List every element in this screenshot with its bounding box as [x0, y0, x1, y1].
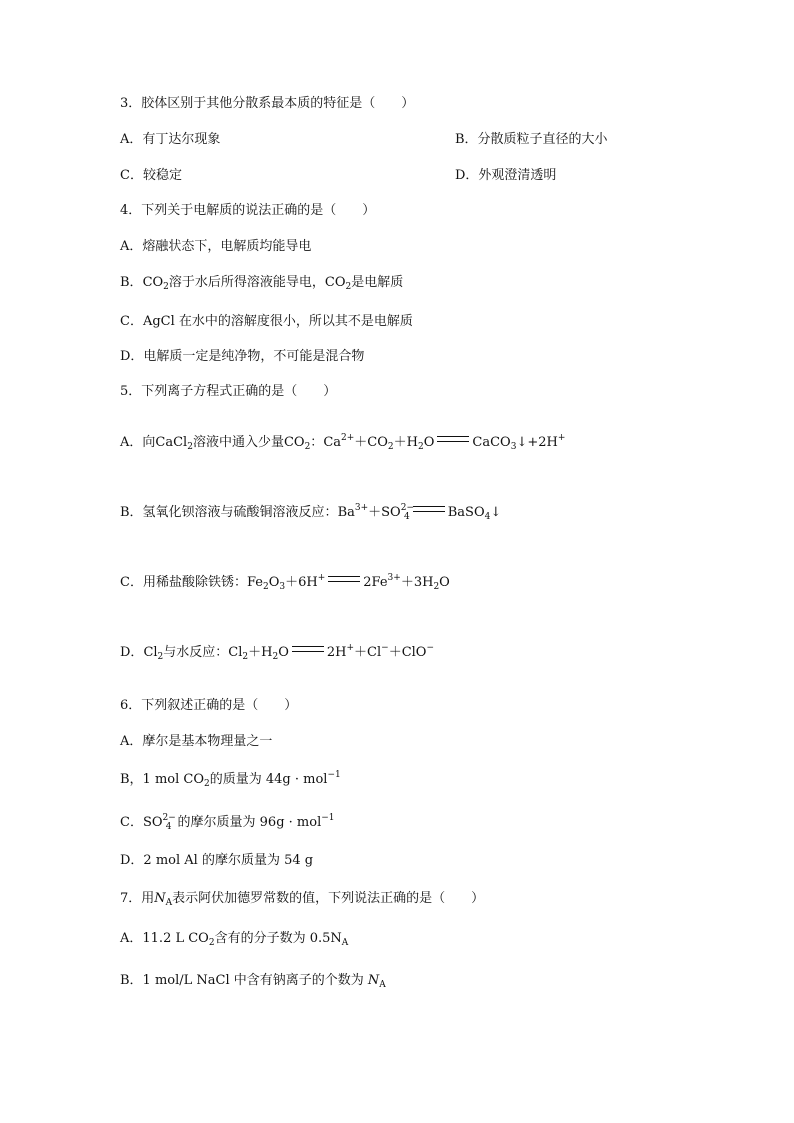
q4-option-d: D．电解质一定是纯净物，不可能是混合物 — [120, 349, 365, 364]
q4-stem: 4．下列关于电解质的说法正确的是（ ） — [120, 203, 376, 218]
q6-option-d: D．2 mol Al 的摩尔质量为 54 g — [120, 853, 314, 868]
q7-option-a: A．11.2 L $CO_2$含有的分子数为 $0.5N_A$ — [120, 931, 349, 948]
q3-option-a: A．有丁达尔现象 — [120, 132, 221, 147]
equals-sign-icon — [292, 646, 324, 652]
q5-option-c: C．用稀盐酸除铁锈：$Fe_2O_3+6H^+$ $2Fe^{3+}+3H_2O$ — [120, 573, 450, 592]
q5-stem: 5．下列离子方程式正确的是（ ） — [120, 384, 337, 399]
q3-option-d: D．外观澄清透明 — [455, 168, 557, 183]
q5-option-d: D．$Cl_2$与水反应：$Cl_2+H_2O$ 2H+＋Cl−＋ClO− — [120, 643, 435, 662]
q5-option-a: A．向CaCl$_2$溶液中通入少量$CO_2$：$Ca^{2+}+CO_2+H_2O$ CaCO$_3$↓+2H+ — [120, 433, 566, 452]
equals-sign-icon — [413, 506, 445, 512]
q3-option-c: C．较稳定 — [120, 168, 182, 183]
q7-stem: 7．用$N_A$表示阿伏加德罗常数的值，下列说法正确的是（ ） — [120, 891, 485, 908]
q4-option-a: A．熔融状态下，电解质均能导电 — [120, 239, 312, 254]
equals-sign-icon — [437, 436, 469, 442]
q6-stem: 6．下列叙述正确的是（ ） — [120, 698, 298, 713]
q5-option-b: B．氢氧化钡溶液与硫酸铜溶液反应：$Ba^{3+}+SO^{2-}_4$ BaSO$_4$↓ — [120, 503, 502, 522]
q3-stem: 3．胶体区别于其他分散系最本质的特征是（ ） — [120, 96, 415, 111]
q6-option-a: A．摩尔是基本物理量之一 — [120, 734, 273, 749]
q4-option-c: C．AgCl 在水中的溶解度很小，所以其不是电解质 — [120, 314, 413, 329]
equals-sign-icon — [328, 576, 360, 582]
q7-option-b: B．1 mol/L NaCl 中含有钠离子的个数为 $N_A$ — [120, 973, 386, 990]
q3-option-b: B．分散质粒子直径的大小 — [455, 132, 608, 147]
q4-option-b: B．$CO_2$溶于水后所得溶液能导电，$CO_2$是电解质 — [120, 275, 404, 292]
q6-option-b: B，1 mol $CO_2$的质量为 44g · mol$^{-1}$ — [120, 770, 341, 789]
q6-option-c: C．$SO^{2-}_4$ 的摩尔质量为 96g · mol$^{-1}$ — [120, 813, 335, 832]
